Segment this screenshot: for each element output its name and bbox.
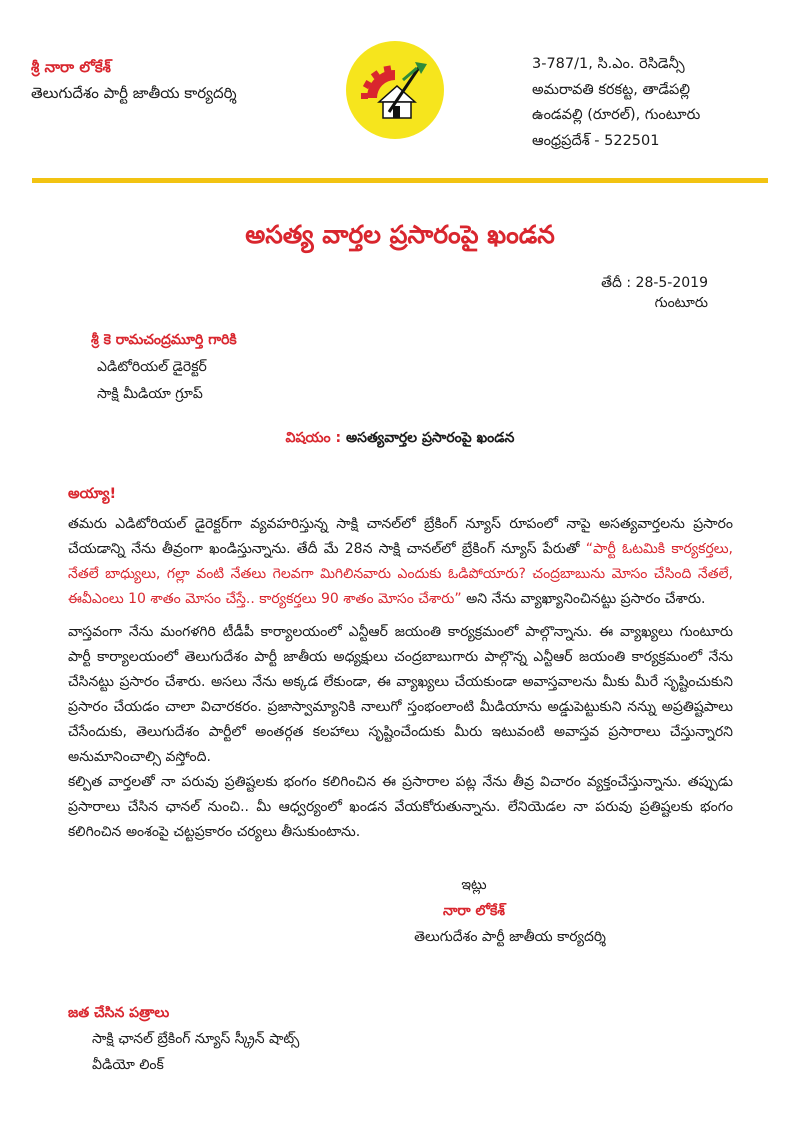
sender-address [532,52,700,154]
logo-hut-door [393,106,400,118]
document-headline: అసత్య వార్తల ప్రసారంపై ఖండన [245,220,555,249]
date-line: తేదీ : 28-5-2019 [601,275,708,291]
body-paragraph-1 [68,512,733,612]
body-paragraph-2: వాస్తవంగా నేను మంగళగిరి టీడీపీ కార్యాలయంలో ఎన్టీఆర్ జయంతి కార్యక్రమంలో పాల్గొన్నాను. ఈ వ్యాఖ్యలు గుంటూరు పార్టీ కార్యాలయంలో తెలుగుదేశం పార్టీ జాతీయ అధ్యక్షులు చంద్రబాబుగారు పాల్గొన్న ఎన్టీఆర్ జయంతి కార్యక్రమంలో నేను చేసినట్టు ప్రసారం చేశారు. అసలు నేను అక్కడ లేకుండా, ఈ వ్యాఖ్యలు చేయకుండా అవాస్తవాలను మీకు మీరే సృష్టించుకుని ప్రసారం చేయడం చాలా విచారకరం. ప్రజాస్వామ్యానికి నాలుగో స్తంభంలాంటి మీడియాను అడ్డుపెట్టుకుని నన్ను అప్రతిష్టపాలు చేసేందుకు, తెలుగుదేశం పార్టీలో అంతర్గత కలహాలు సృష్టించేందుకు మీరు ఇటువంటి అవాస్తవ ప్రసారాలు చేస్తున్నారని అనుమానించాల్సి వస్తోంది. [68,624,733,765]
address-line: అమరావతి కరకట్ట, తాడేపల్లి [532,81,690,98]
date-place: గుంటూరు [654,295,708,311]
subject-line [0,430,800,449]
tdp-party-logo [345,40,445,140]
salutation: అయ్యా! [68,486,117,502]
address-line: 3-787/1, సి.ఎం. రెసిడెన్సీ [532,56,685,72]
signature-block [0,872,800,950]
sender-name: శ్రీ నారా లోకేశ్ [31,58,111,76]
subject-text: అసత్యవార్తల ప్రసారంపై ఖండన [345,430,515,446]
date-block [601,273,708,313]
recipient-organization: సాక్షి మీడియా గ్రూప్ [97,386,203,402]
sender-title: తెలుగుదేశం పార్టీ జాతీయ కార్యదర్శి [31,84,237,102]
recipient-designation: ఎడిటోరియల్ డైరెక్టర్ [97,359,207,375]
subject-label: విషయం : [285,430,342,446]
address-line: ఉండవల్లి (రూరల్), గుంటూరు [532,107,701,123]
quoted-remarks: “పార్టీ ఓటమికి కార్యకర్తలు, నేతలే బాధ్యులు, గల్లా వంటి నేతలు గెలవగా మిగిలినవారు ఎందుకు ఓడిపోయారు? చంద్రబాబును మోసం చేసింది నేతలే, ఈవీఎంలు 10 శాతం మోసం చేస్తే.. కార్యకర్తలు 90 శాతం మోసం చేశారు” [68,541,733,607]
signatory-name: నారా లోకేశ్ [442,903,506,919]
signoff-yours: ఇట్లు [461,877,487,893]
signatory-title: తెలుగుదేశం పార్టీ జాతీయ కార్యదర్శి [414,929,606,945]
header-divider [32,178,768,183]
recipient-block [91,327,237,408]
enclosures-block [68,1000,299,1078]
p1-start: తమరు ఎడిటోరియల్ డైరెక్టర్‌గా వ్యవహరిస్తున్న సాక్షి చానల్‌లో బ్రేకింగ్ న్యూస్ రూపంలో నాపై అసత్యవార్తలను ప్రసారం చేయడాన్ని నేను తీవ్రంగా ఖండిస్తున్నాను. తేదీ మే 28న సాక్షి చానల్‌లో బ్రేకింగ్ న్యూస్ పేరుతో [68,516,733,557]
p1-end: అని నేను వ్యాఖ్యానించినట్టు ప్రసారం చేశారు. [461,591,706,607]
enclosure-item: వీడియో లింక్ [92,1057,164,1073]
body-paragraph-3: కల్పిత వార్తలతో నా పరువు ప్రతిష్టలకు భంగం కలిగించిన ఈ ప్రసారాల పట్ల నేను తీవ్ర విచారం వ్యక్తంచేస్తున్నాను. తప్పుడు ప్రసారాలు చేసిన ఛానల్ నుంచి.. మీ ఆధ్వర్యంలో ఖండన వేయకోరుతున్నాను. లేనియెడల నా పరువు ప్రతిష్టలకు భంగం కలిగించిన అంశంపై చట్టప్రకారం చర్యలు తీసుకుంటాను. [68,774,733,840]
recipient-name: శ్రీ కె రామచంద్రమూర్తి గారికి [91,332,237,348]
enclosure-item: సాక్షి ఛానల్ బ్రేకింగ్ న్యూస్ స్క్రీన్ షాట్స్ [92,1031,300,1047]
enclosures-heading: జత చేసిన పత్రాలు [68,1005,170,1021]
address-line: ఆంధ్రప్రదేశ్ - 522501 [532,132,660,149]
